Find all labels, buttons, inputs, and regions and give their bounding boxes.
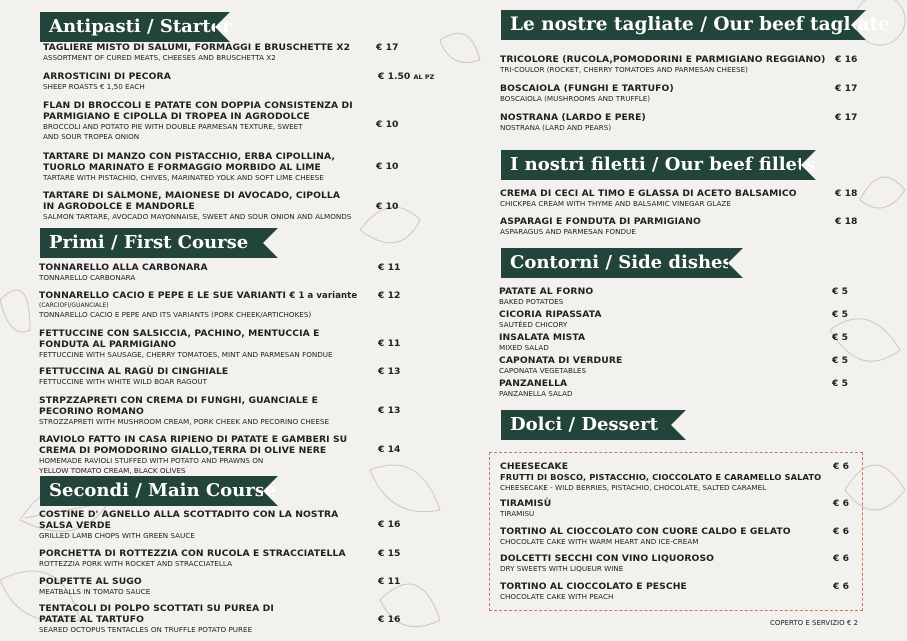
item-price: € 16 <box>378 614 401 625</box>
item-price: € 17 <box>835 112 858 123</box>
menu-item: TENTACOLI DI POLPO SCOTTATI SU PUREA DI PATATE AL TARTUFO SEARED OCTOPUS TENTACLES ON TRUFFLE POTATO PUREE <box>39 603 274 634</box>
item-price: € 5 <box>832 355 848 366</box>
menu-item: DOLCETTI SECCHI CON VINO LIQUOROSO DRY SWEETS WITH LIQUEUR WINE <box>500 553 715 573</box>
menu-item: CHEESECAKE FRUTTI DI BOSCO, PISTACCHIO, CIOCCOLATO E CARAMELLO SALATO CHEESECAKE - WILD BERRIES, PISTACHIO, CHOCOLATE, SALTED CARAMEL <box>500 461 822 492</box>
item-price: € 17 <box>376 42 399 53</box>
item-price: € 6 <box>833 553 849 564</box>
antipasti-title: Antipasti / Starter <box>49 16 232 37</box>
item-price: € 14 <box>378 444 401 455</box>
antipasti-section <box>40 12 390 42</box>
menu-item: NOSTRANA (LARDO E PERE) NOSTRANA (LARD AND PEARS) <box>500 112 646 132</box>
primi-title: Primi / First Course <box>49 232 249 253</box>
menu-item: STRPZZAPRETI CON CREMA DI FUNGHI, GUANCIALE E PECORINO ROMANO STROZZAPRETI WITH MUSHROOM CREAM, PORK CHEEK AND PECORINO CHEESE <box>39 395 329 426</box>
menu-item: INSALATA MISTA MIXED SALAD <box>499 332 586 352</box>
menu-item: ASPARAGI E FONDUTA DI PARMIGIANO ASPARAGUS AND PARMESAN FONDUE <box>500 216 701 236</box>
item-price: € 6 <box>833 581 849 592</box>
item-price: € 6 <box>833 498 849 509</box>
primi-section <box>40 228 263 258</box>
tagliate-title: Le nostre tagliate / Our beef tagliate <box>510 14 890 35</box>
item-price: € 16 <box>378 519 401 530</box>
item-price: € 5 <box>832 309 848 320</box>
item-price: € 10 <box>376 119 399 130</box>
menu-item: TRICOLORE (RUCOLA,POMODORINI E PARMIGIANO REGGIANO) TRI-COULOR (ROCKET, CHERRY TOMATOES AND PARMESAN CHEESE) <box>500 54 826 74</box>
dolci-banner <box>501 410 671 440</box>
contorni-title: Contorni / Side dishes <box>510 252 733 273</box>
menu-item: FETTUCCINE CON SALSICCIA, PACHINO, MENTUCCIA E FONDUTA AL PARMIGIANO FETTUCCINE WITH SAUSAGE, CHERRY TOMATOES, MINT AND PARMESAN FONDUE <box>39 328 333 359</box>
menu-item: FETTUCCINA AL RAGÙ DI CINGHIALE FETTUCCINE WITH WHITE WILD BOAR RAGOUT <box>39 366 229 386</box>
primi-banner <box>40 228 263 258</box>
item-price: € 1.50 AL PZ <box>378 71 435 82</box>
tagliate-section <box>501 10 890 40</box>
secondi-banner <box>40 476 277 506</box>
item-price: € 6 <box>833 461 849 472</box>
item-price: € 13 <box>378 366 401 377</box>
item-price: € 18 <box>835 188 858 199</box>
secondi-title: Secondi / Main Course <box>49 480 277 501</box>
item-price: € 11 <box>378 338 401 349</box>
menu-item: CICORIA RIPASSATA SAUTÉED CHICORY <box>499 309 602 329</box>
menu-item: TORTINO AL CIOCCOLATO E PESCHE CHOCOLATE CAKE WITH PEACH <box>500 581 687 601</box>
item-price: € 6 <box>833 526 849 537</box>
menu-item: PANZANELLA PANZANELLA SALAD <box>499 378 573 398</box>
menu-item: TORTINO AL CIOCCOLATO CON CUORE CALDO E GELATO CHOCOLATE CAKE WITH WARM HEART AND ICE-CREAM <box>500 526 791 546</box>
menu-item: BOSCAIOLA (FUNGHI E TARTUFO) BOSCAIOLA (MUSHROOMS AND TRUFFLE) <box>500 83 674 103</box>
menu-item: ARROSTICINI DI PECORA SHEEP ROASTS € 1,50 EACH <box>43 71 171 91</box>
menu-item: PORCHETTA DI ROTTEZZIA CON RUCOLA E STRACCIATELLA ROTTEZZIA PORK WITH ROCKET AND STRACCIATELLA <box>39 548 346 568</box>
menu-item: TAGLIERE MISTO DI SALUMI, FORMAGGI E BRUSCHETTE X2 ASSORTMENT OF CURED MEATS, CHEESES AND BRUSCHETTA X2 <box>43 42 351 62</box>
dolci-section <box>501 410 671 440</box>
filetti-title: I nostri filetti / Our beef fillets <box>510 154 816 175</box>
item-price: € 10 <box>376 161 399 172</box>
tagliate-banner <box>501 10 890 40</box>
menu-item: PATATE AL FORNO BAKED POTATOES <box>499 286 594 306</box>
menu-item: TIRAMISÙ TIRAMISU <box>500 498 552 518</box>
item-price: € 5 <box>832 332 848 343</box>
item-price: € 5 <box>832 286 848 297</box>
menu-item: TARTARE DI SALMONE, MAIONESE DI AVOCADO, CIPOLLA IN AGRODOLCE E MANDORLE SALMON TARTARE, AVOCADO MAYONNAISE, SWEET AND SOUR ONION AND ALMONDS <box>43 190 352 221</box>
contorni-section <box>501 248 733 278</box>
contorni-banner <box>501 248 733 278</box>
item-price: € 10 <box>376 201 399 212</box>
menu-item: FLAN DI BROCCOLI E PATATE CON DOPPIA CONSISTENZA DI PARMIGIANO E CIPOLLA DI TROPEA IN AGRODOLCE BROCCOLI AND POTATO PIE WITH DOUBLE PARMESAN TEXTURE, SWEET AND SOUR TROPEA ONION <box>43 100 353 141</box>
menu-item: TONNARELLO CACIO E PEPE E LE SUE VARIANTI € 1 a variante (CARCIOFI/GUANCIALE) TONNARELLO CACIO E PEPE AND ITS VARIANTS (PORK CHEEK/ARTICHOKES) <box>39 290 358 319</box>
menu-item: CREMA DI CECI AL TIMO E GLASSA DI ACETO BALSAMICO CHICKPEA CREAM WITH THYME AND BALSAMIC VINEGAR GLAZE <box>500 188 797 208</box>
item-price: € 12 <box>378 290 401 301</box>
dolci-title: Dolci / Dessert <box>510 414 658 435</box>
antipasti-banner <box>40 12 232 42</box>
secondi-section <box>40 476 277 506</box>
menu-item: TARTARE DI MANZO CON PISTACCHIO, ERBA CIPOLLINA, TUORLO MARINATO E FORMAGGIO MORBIDO AL LIME TARTARE WITH PISTACHIO, CHIVES, MARINATED YOLK AND SOFT LIME CHEESE <box>43 151 335 182</box>
item-price: € 15 <box>378 548 401 559</box>
menu-item: TONNARELLO ALLA CARBONARA TONNARELLO CARBONARA <box>39 262 208 282</box>
item-price: € 11 <box>378 576 401 587</box>
item-price: € 11 <box>378 262 401 273</box>
filetti-banner <box>501 150 816 180</box>
menu-item: RAVIOLO FATTO IN CASA RIPIENO DI PATATE E GAMBERI SU CREMA DI POMODORINO GIALLO,TERRA DI OLIVE NERE HOMEMADE RAVIOLI STUFFED WITH POTATO AND PRAWNS ON YELLOW TOMATO CREAM, BLACK OLIVES <box>39 434 348 475</box>
item-price: € 5 <box>832 378 848 389</box>
filetti-section <box>501 150 816 180</box>
item-price: € 18 <box>835 216 858 227</box>
item-price: € 13 <box>378 405 401 416</box>
cover-charge-note: COPERTO E SERVIZIO € 2 <box>770 619 858 627</box>
menu-item: POLPETTE AL SUGO MEATBALLS IN TOMATO SAUCE <box>39 576 151 596</box>
menu-item: COSTINE D' AGNELLO ALLA SCOTTADITO CON LA NOSTRA SALSA VERDE GRILLED LAMB CHOPS WITH GREEN SAUCE <box>39 509 339 540</box>
menu-item: CAPONATA DI VERDURE CAPONATA VEGETABLES <box>499 355 623 375</box>
item-price: € 17 <box>835 83 858 94</box>
item-price: € 16 <box>835 54 858 65</box>
